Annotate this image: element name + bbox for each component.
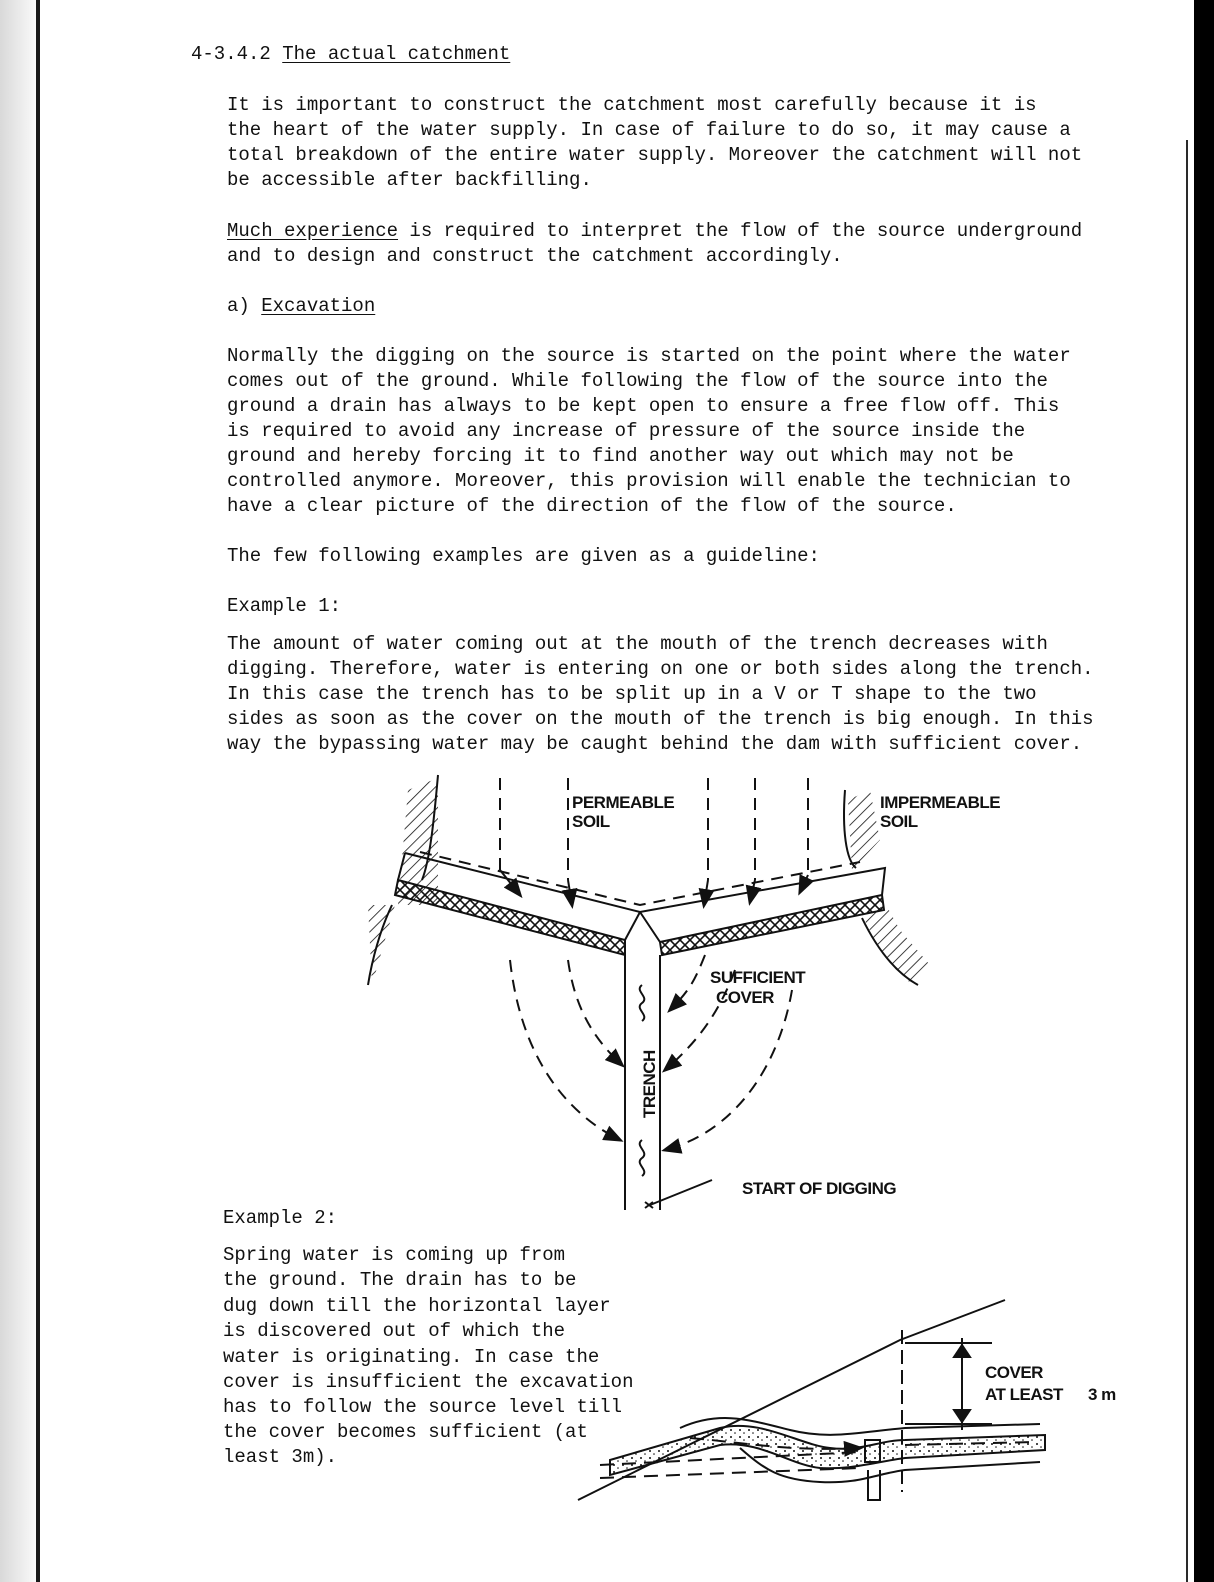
section-number: 4-3.4.2 [191, 43, 271, 65]
excavation-line-7: have a clear picture of the direction of the flow of the source. [227, 495, 957, 517]
example1-line-1: The amount of water coming out at the mouth of the trench decreases with [227, 633, 1048, 655]
example1-line-2: digging. Therefore, water is entering on one or both sides along the trench. [227, 658, 1094, 680]
intro-line-2: the heart of the water supply. In case of failure to do so, it may cause a [227, 119, 1071, 141]
example2-line-3: dug down till the horizontal layer [223, 1295, 611, 1317]
excavation-title: Excavation [261, 295, 376, 317]
label-trench: TRENCH [640, 1050, 659, 1118]
excavation-line-1: Normally the digging on the source is started on the point where the water [227, 345, 1071, 367]
label-sufficient-2: COVER [716, 988, 774, 1007]
label-sufficient-1: SUFFICIENT [710, 968, 806, 987]
aquifer-band [610, 1426, 1045, 1475]
label-permeable-1: PERMEABLE [572, 793, 675, 812]
excavation-line-4: is required to avoid any increase of pressure of the source inside the [227, 420, 1026, 442]
example1-heading: Example 1: [227, 595, 342, 617]
much-experience-emphasis: Much experience [227, 220, 399, 242]
label-impermeable-1: IMPERMEABLE [880, 793, 1001, 812]
section-title: The actual catchment [282, 43, 511, 65]
example2-line-9: least 3m). [223, 1446, 338, 1468]
intro-p2-rest: is required to interpret the flow of the source underground [398, 220, 1083, 242]
example1-line-5: way the bypassing water may be caught behind the dam with sufficient cover. [227, 733, 1083, 755]
intro-line-4: be accessible after backfilling. [227, 169, 592, 191]
intro-p2-line-2: and to design and construct the catchment accordingly. [227, 245, 843, 267]
label-cover-1: COVER [985, 1363, 1043, 1382]
ground-surface [578, 1300, 1005, 1500]
excavation-marker: a) [227, 295, 250, 317]
example1-line-3: In this case the trench has to be split up in a V or T shape to the two [227, 683, 1037, 705]
excavation-line-2: comes out of the ground. While following the flow of the source into the [227, 370, 1048, 392]
example2-line-2: the ground. The drain has to be [223, 1269, 577, 1291]
intro-line-3: total breakdown of the entire water supply. Moreover the catchment will not [227, 144, 1083, 166]
example2-line-7: has to follow the source level till [223, 1396, 623, 1418]
label-permeable-2: SOIL [572, 812, 610, 831]
label-cover-3: 3 m [1088, 1385, 1116, 1404]
label-impermeable-2: SOIL [880, 812, 918, 831]
example2-heading: Example 2: [223, 1207, 338, 1229]
label-cover-2: AT LEAST [985, 1385, 1063, 1404]
excavation-line-6: controlled anymore. Moreover, this provision will enable the technician to [227, 470, 1071, 492]
excavation-line-3: ground a drain has always to be kept open to ensure a free flow off. This [227, 395, 1060, 417]
example2-line-6: cover is insufficient the excavation [223, 1371, 634, 1393]
example1-line-4: sides as soon as the cover on the mouth of the trench is big enough. In this [227, 708, 1094, 730]
intro-line-1: It is important to construct the catchment most carefully because it is [227, 94, 1037, 116]
example2-line-5: water is originating. In case the [223, 1346, 600, 1368]
label-start-of-digging: START OF DIGGING [742, 1179, 897, 1198]
example2-line-8: the cover becomes sufficient (at [223, 1421, 588, 1443]
excavation-line-5: ground and hereby forcing it to find another way out which may not be [227, 445, 1014, 467]
guideline-line: The few following examples are given as a guideline: [227, 545, 820, 567]
example2-line-4: is discovered out of which the [223, 1320, 566, 1342]
example2-line-1: Spring water is coming up from [223, 1244, 566, 1266]
